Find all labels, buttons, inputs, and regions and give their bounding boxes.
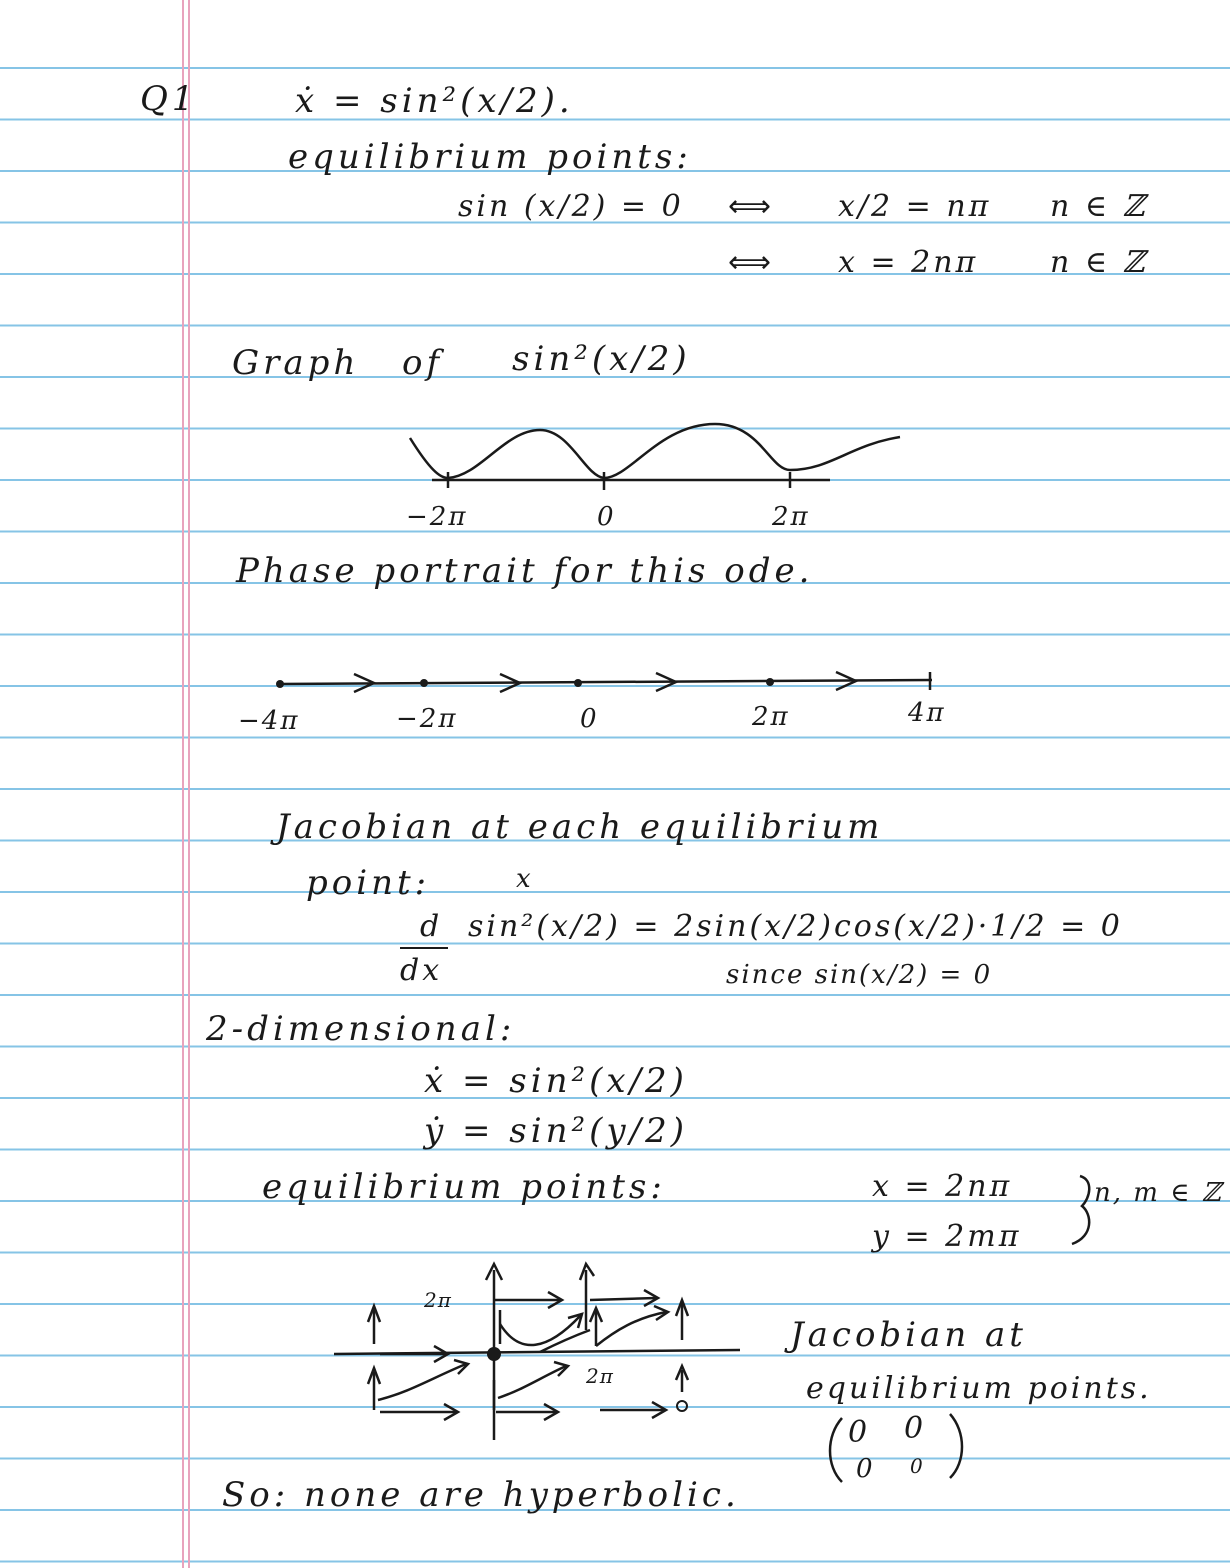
phase-label-4pi: 4π: [908, 698, 946, 728]
jacobian-2d-line1: Jacobian at: [790, 1315, 1027, 1355]
two-d-heading: 2-dimensional:: [206, 1009, 516, 1049]
eq-line2-domain: n ∈ ℤ: [1050, 245, 1148, 280]
jacobian-dx: dx: [400, 953, 443, 988]
eq-line1-left: sin (x/2) = 0: [458, 189, 684, 224]
phase-label-neg2pi: −2π: [396, 704, 458, 734]
plane-label-2pi-top: 2π: [424, 1288, 452, 1312]
two-d-eq-x: x = 2nπ: [872, 1169, 1013, 1204]
eq-line1-iff: ⟺: [728, 189, 775, 224]
jacobian-d: d: [420, 909, 443, 944]
phase-label-neg4pi: −4π: [238, 706, 300, 736]
two-d-xdot: ẋ = sin²(x/2): [424, 1061, 688, 1101]
ode-equation: ẋ = sin²(x/2).: [295, 81, 574, 121]
graph-tick-label-0: 0: [597, 502, 616, 532]
phase-label-2pi: 2π: [752, 702, 790, 732]
jacobian-heading-line1: Jacobian at each equilibrium: [276, 807, 884, 847]
graph-tick-label-neg2pi: −2π: [406, 502, 468, 532]
eq-line2-iff: ⟺: [728, 245, 775, 280]
matrix-cell-12: 0: [904, 1411, 927, 1446]
matrix-cell-22: 0: [910, 1454, 924, 1478]
question-label: Q1: [140, 79, 198, 119]
jacobian-2d-line2: equilibrium points.: [806, 1371, 1152, 1406]
eq-line2-right: x = 2nπ: [838, 245, 979, 280]
matrix-cell-11: 0: [848, 1415, 871, 1450]
equilibrium-heading: equilibrium points:: [288, 137, 692, 177]
two-d-eq-domain: n, m ∈ ℤ: [1094, 1178, 1223, 1208]
graph-title-word2: of: [402, 343, 444, 383]
two-d-ydot: ẏ = sin²(y/2): [424, 1111, 688, 1151]
jacobian-var-x: x: [516, 864, 533, 894]
jacobian-heading-line2: point:: [306, 863, 431, 903]
eq-line1-domain: n ∈ ℤ: [1050, 189, 1148, 224]
plane-label-2pi-right: 2π: [586, 1364, 614, 1388]
graph-title-fn: sin²(x/2): [512, 339, 691, 379]
graph-tick-label-2pi: 2π: [772, 502, 810, 532]
eq-line1-right: x/2 = nπ: [838, 189, 992, 224]
conclusion: So: none are hyperbolic.: [222, 1475, 740, 1515]
matrix-cell-21: 0: [856, 1454, 875, 1484]
two-d-eq-label: equilibrium points:: [262, 1167, 666, 1207]
jacobian-deriv: sin²(x/2) = 2sin(x/2)cos(x/2)·1/2 = 0: [468, 909, 1123, 944]
jacobian-since: since sin(x/2) = 0: [726, 960, 993, 990]
phase-label-0: 0: [580, 704, 599, 734]
phase-heading: Phase portrait for this ode.: [236, 551, 814, 591]
two-d-eq-y: y = 2mπ: [872, 1219, 1022, 1254]
graph-title-word1: Graph: [232, 343, 360, 383]
